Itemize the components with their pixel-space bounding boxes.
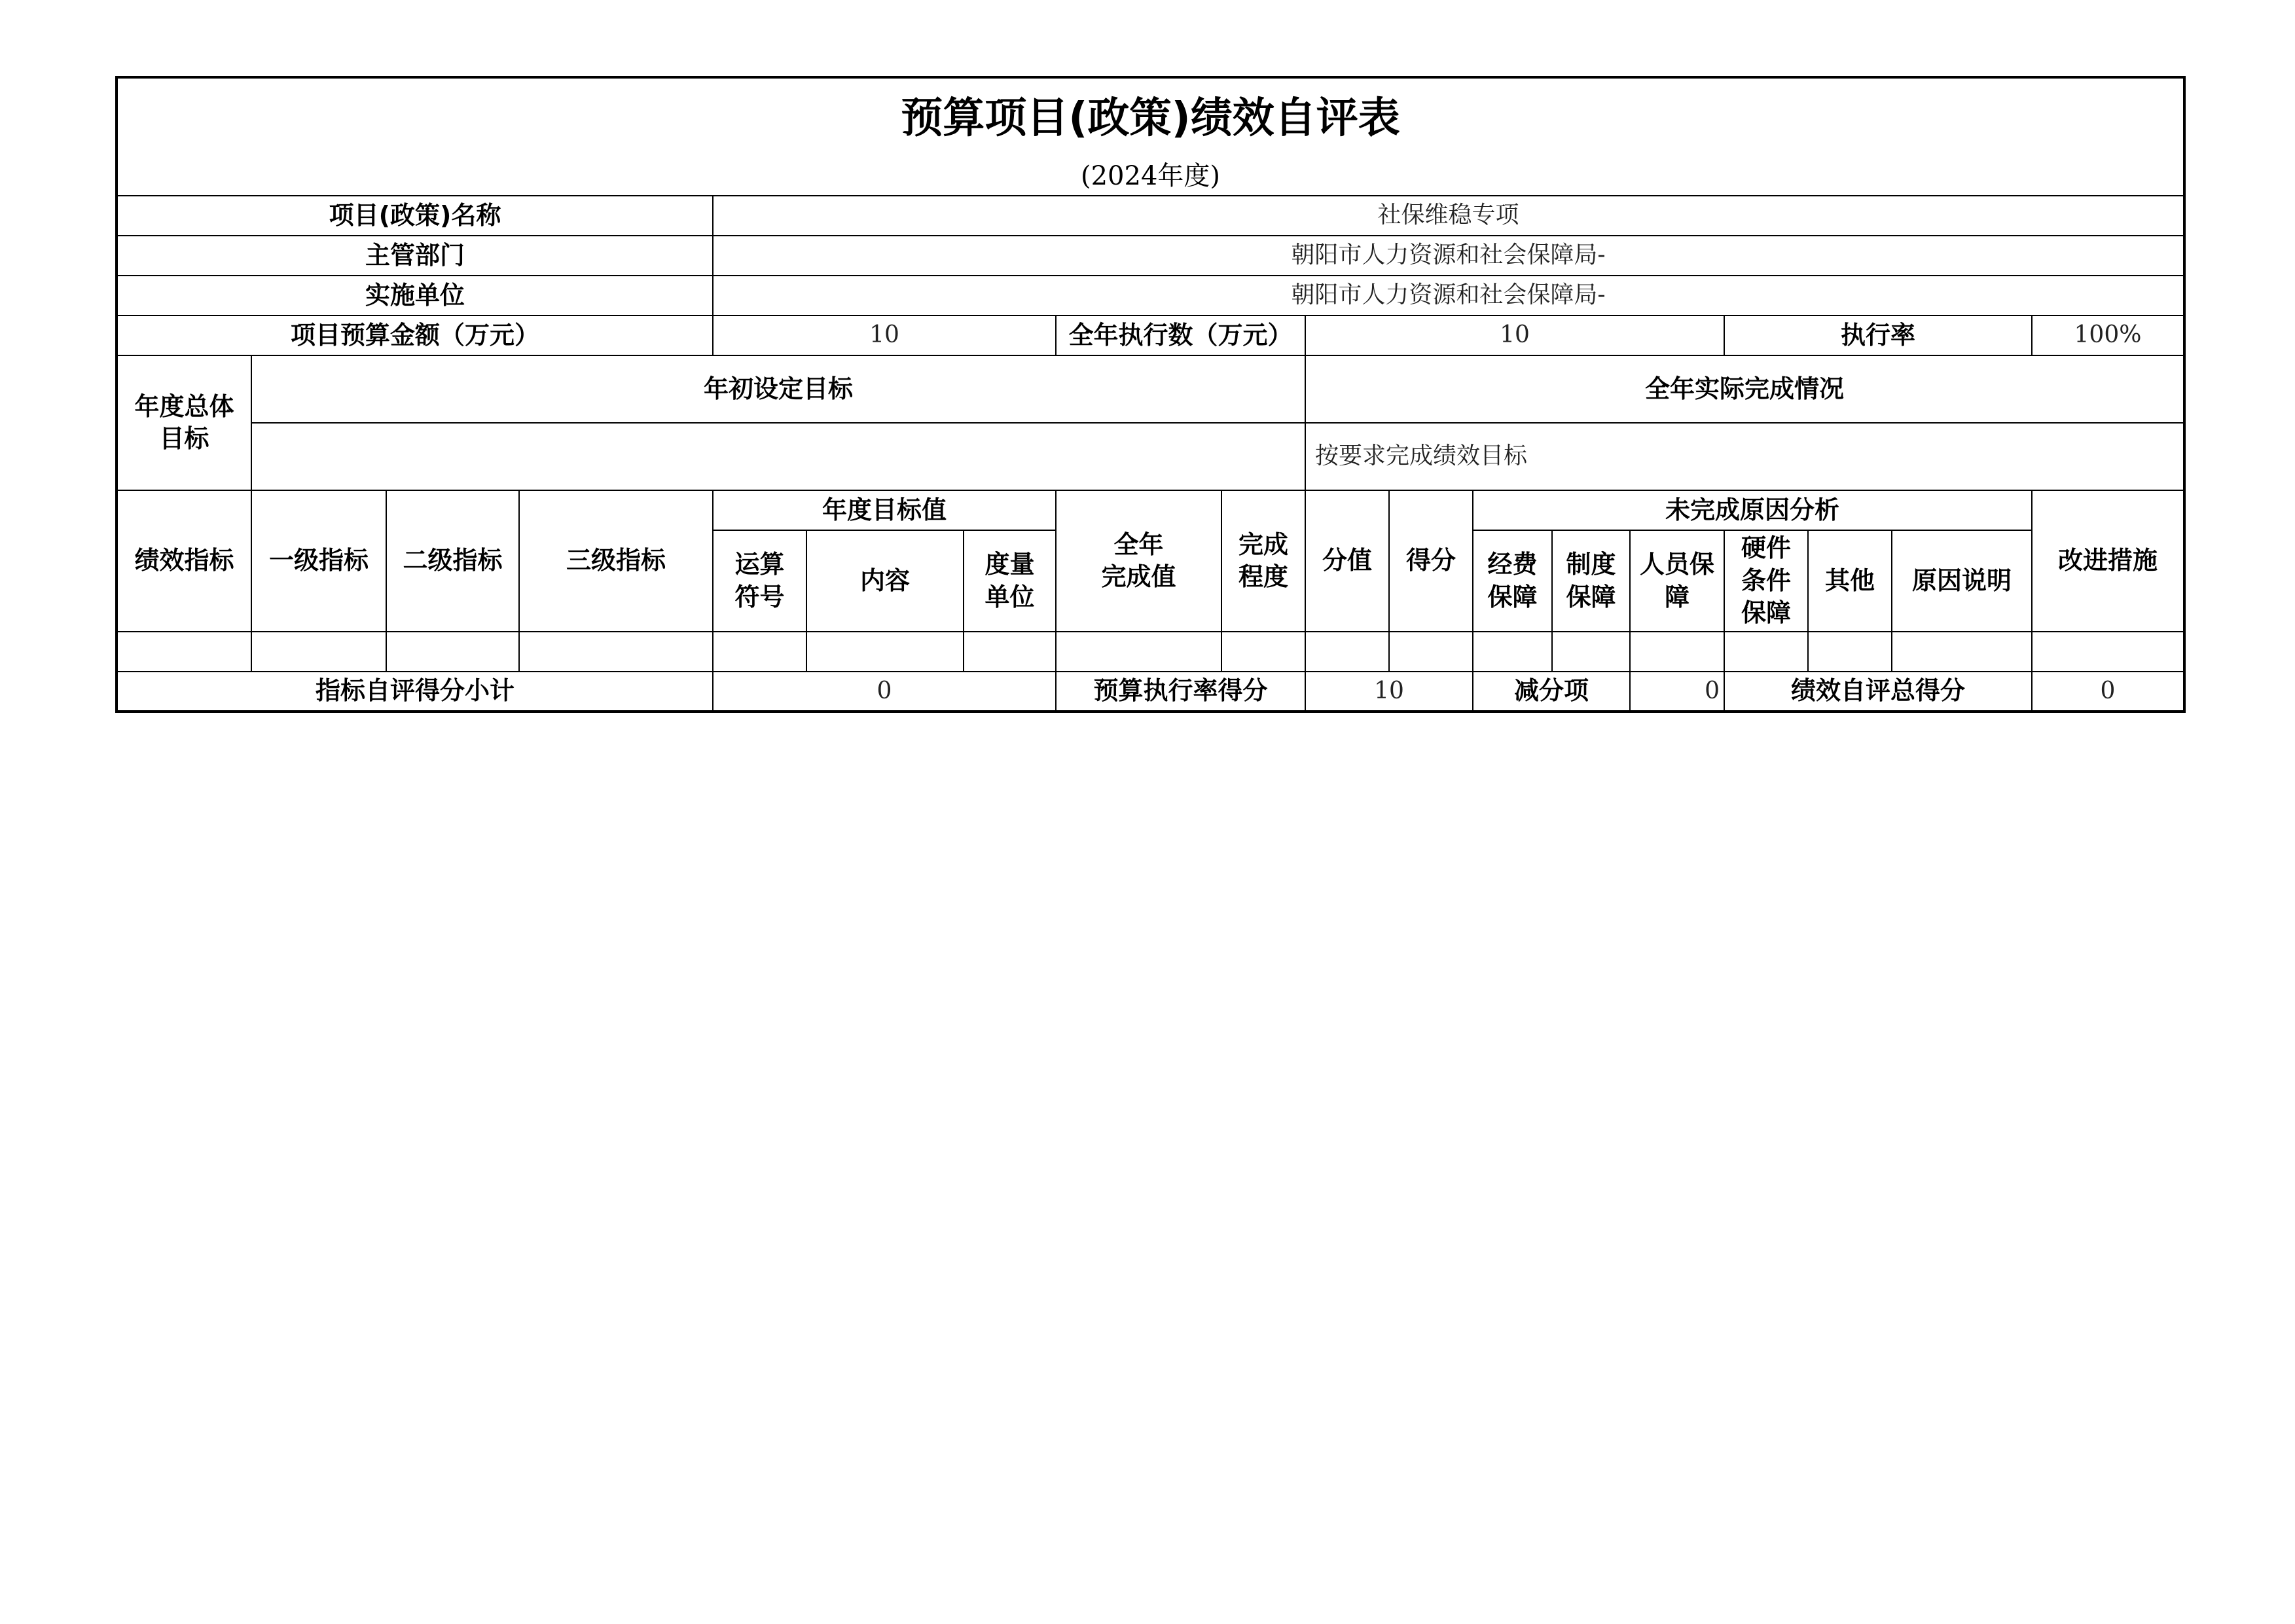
reason-system-line2: 保障 xyxy=(1566,582,1616,611)
operator-header xyxy=(713,530,806,632)
improvement-header: 改进措施 xyxy=(2032,490,2184,632)
annual-goal-label-line2: 目标 xyxy=(159,424,209,453)
project-name-label: 项目(政策)名称 xyxy=(117,196,713,236)
table-cell xyxy=(1808,632,1892,672)
table-cell xyxy=(1473,632,1552,672)
annual-goal-label-line1: 年度总体 xyxy=(134,391,234,421)
table-cell xyxy=(806,632,964,672)
table-cell xyxy=(1630,632,1724,672)
budget-amount-value: 10 xyxy=(713,316,1056,355)
table-cell xyxy=(964,632,1056,672)
reason-funding-line2: 保障 xyxy=(1487,582,1538,611)
operator-line1: 运算 xyxy=(734,550,785,579)
table-cell xyxy=(1724,632,1808,672)
reason-other-header: 其他 xyxy=(1808,530,1892,632)
reason-hardware-header xyxy=(1724,530,1808,632)
budget-amount-label: 项目预算金额（万元） xyxy=(117,316,713,355)
reason-hardware-line2: 条件 xyxy=(1741,566,1791,595)
reason-system-line1: 制度 xyxy=(1566,550,1616,579)
level2-indicator-header: 二级指标 xyxy=(386,490,519,632)
subtotal-label: 指标自评得分小计 xyxy=(117,672,713,712)
reason-funding-header xyxy=(1473,530,1552,632)
initial-goal-value xyxy=(251,423,1305,490)
completion-degree-line1: 完成 xyxy=(1238,530,1288,559)
score-value-header: 分值 xyxy=(1305,490,1389,632)
completion-degree-header xyxy=(1221,490,1305,632)
actual-completion-header: 全年实际完成情况 xyxy=(1305,355,2184,423)
unit-line2: 单位 xyxy=(985,582,1035,611)
budget-score-value: 10 xyxy=(1305,672,1473,712)
reason-staff-line1: 人员保 xyxy=(1639,550,1714,579)
operator-line2: 符号 xyxy=(734,582,785,611)
impl-unit-value: 朝阳市人力资源和社会保障局- xyxy=(713,276,2184,316)
unit-header xyxy=(964,530,1056,632)
deduction-label: 减分项 xyxy=(1473,672,1630,712)
self-evaluation-table xyxy=(115,76,2186,713)
table-cell xyxy=(386,632,519,672)
table-cell xyxy=(251,632,386,672)
total-score-label: 绩效自评总得分 xyxy=(1724,672,2032,712)
table-cell xyxy=(1892,632,2032,672)
annual-goal-label xyxy=(117,355,251,490)
actual-completion-value: 按要求完成绩效目标 xyxy=(1305,423,2184,490)
table-title: 预算项目(政策)绩效自评表 xyxy=(117,77,2184,157)
table-cell xyxy=(1552,632,1630,672)
dept-label: 主管部门 xyxy=(117,236,713,276)
perf-indicator-header: 绩效指标 xyxy=(117,490,251,632)
budget-score-label: 预算执行率得分 xyxy=(1056,672,1305,712)
reason-funding-line1: 经费 xyxy=(1487,550,1538,579)
reason-hardware-line3: 保障 xyxy=(1741,598,1791,628)
reason-staff-line2: 障 xyxy=(1664,582,1690,611)
execution-rate-value: 100% xyxy=(2032,316,2184,355)
annual-target-header: 年度目标值 xyxy=(713,490,1056,530)
content-header: 内容 xyxy=(806,530,964,632)
table-cell xyxy=(713,632,806,672)
unit-line1: 度量 xyxy=(985,550,1035,579)
annual-completed-line1: 全年 xyxy=(1113,530,1164,559)
execution-rate-label: 执行率 xyxy=(1724,316,2032,355)
table-cell xyxy=(2032,632,2184,672)
annual-completed-header xyxy=(1056,490,1221,632)
table-subtitle: (2024年度) xyxy=(117,157,2184,196)
subtotal-value: 0 xyxy=(713,672,1056,712)
level1-indicator-header: 一级指标 xyxy=(251,490,386,632)
initial-goal-header: 年初设定目标 xyxy=(251,355,1305,423)
completion-degree-line2: 程度 xyxy=(1238,562,1288,591)
total-score-value: 0 xyxy=(2032,672,2184,712)
reason-staff-header xyxy=(1630,530,1724,632)
reason-system-header xyxy=(1552,530,1630,632)
score-header: 得分 xyxy=(1389,490,1473,632)
table-cell xyxy=(1221,632,1305,672)
project-name-value: 社保维稳专项 xyxy=(713,196,2184,236)
indicator-data-row xyxy=(117,632,2184,672)
table-cell xyxy=(519,632,713,672)
reason-explain-header: 原因说明 xyxy=(1892,530,2032,632)
table-cell xyxy=(1389,632,1473,672)
table-cell xyxy=(1305,632,1389,672)
executed-amount-value: 10 xyxy=(1305,316,1724,355)
executed-amount-label: 全年执行数（万元） xyxy=(1056,316,1305,355)
dept-value: 朝阳市人力资源和社会保障局- xyxy=(713,236,2184,276)
reason-analysis-header: 未完成原因分析 xyxy=(1473,490,2032,530)
reason-hardware-line1: 硬件 xyxy=(1741,533,1791,563)
table-cell xyxy=(117,632,251,672)
table-cell xyxy=(1056,632,1221,672)
impl-unit-label: 实施单位 xyxy=(117,276,713,316)
annual-completed-line2: 完成值 xyxy=(1101,562,1176,591)
deduction-value: 0 xyxy=(1630,672,1724,712)
level3-indicator-header: 三级指标 xyxy=(519,490,713,632)
